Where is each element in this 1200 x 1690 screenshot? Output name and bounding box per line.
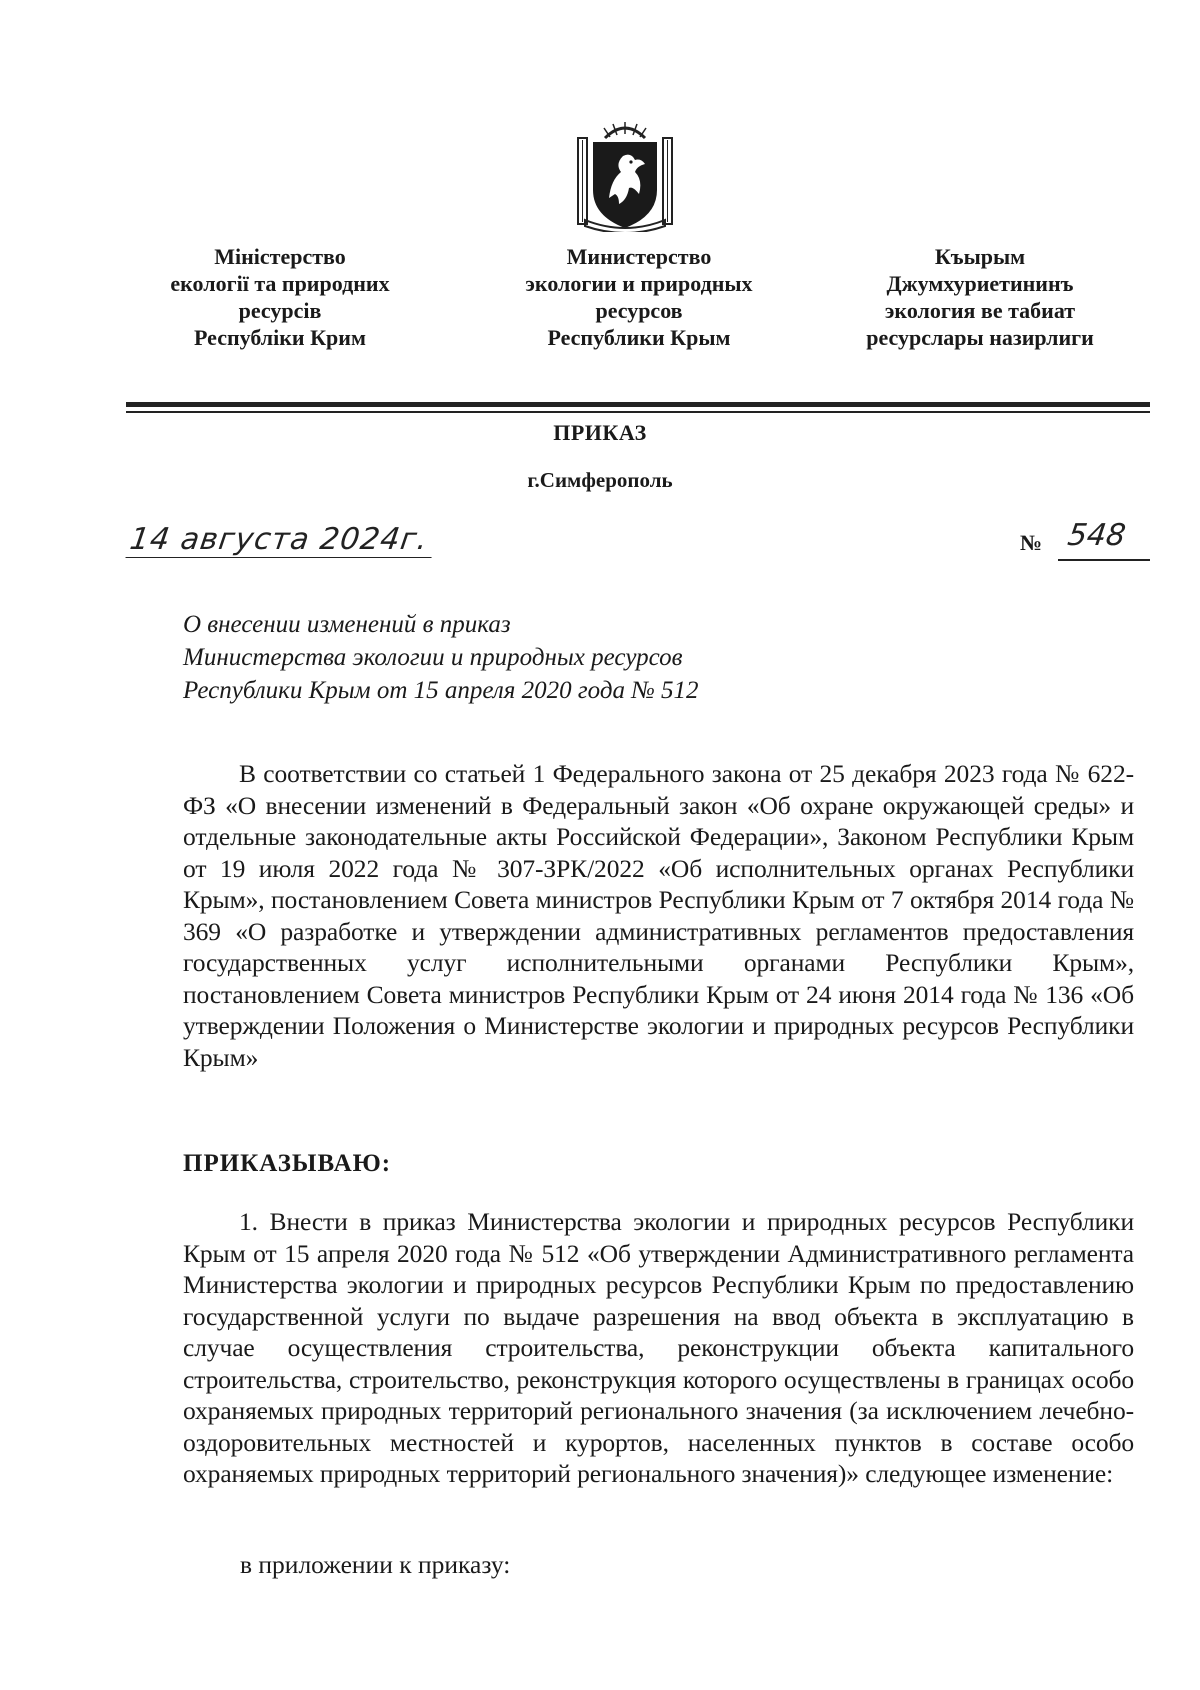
- number-label: №: [1020, 530, 1043, 555]
- header-line: ресурсів: [238, 298, 322, 323]
- number-underline: [1058, 559, 1150, 561]
- document-title: ПРИКАЗ: [553, 420, 647, 445]
- preamble-paragraph: В соответствии со статьей 1 Федерального закона от 25 декабря 2023 года № 622-ФЗ «О внесении изменений в Федеральный закон «Об охране окружающей среды» и отдельные законодательные акты Российской Федерации», Законом Республики Крым от 19 июля 2022 года № 307-ЗРК/2022 «Об исполнительных органах Республики Крым», постановлением Совета министров Республики Крым от 7 октября 2014 года № 369 «О разработке и утверждении административных регламентов предоставления государственных услуг исполнительными органами Республики Крым», постановлением Совета министров Республики Крым от 24 июня 2014 года № 136 «Об утверждении Положения о Министерстве экологии и природных ресурсов Республики Крым»: [183, 759, 1134, 1072]
- header-ukrainian: [130, 243, 430, 351]
- header-line: Джумхуриетининъ: [886, 271, 1074, 296]
- header-line: Республики Крым: [547, 325, 731, 350]
- handwritten-date: 14 августа 2024г.: [125, 522, 436, 558]
- orders-heading: ПРИКАЗЫВАЮ:: [183, 1150, 392, 1177]
- handwritten-number: 548: [1065, 518, 1128, 553]
- subject-line: Министерства экологии и природных ресурсов: [183, 644, 683, 671]
- crimea-coat-of-arms-icon: [575, 120, 675, 232]
- subject-line: Республики Крым от 15 апреля 2020 года № 512: [183, 677, 699, 704]
- header-line: экологии и природных: [525, 271, 753, 296]
- header-divider-thin: [126, 411, 1150, 413]
- header-line: Республіки Крим: [194, 325, 366, 350]
- header-line: экология ве табиат: [884, 298, 1076, 323]
- header-line: екології та природних: [170, 271, 390, 296]
- header-line: ресурслары назирлиги: [866, 325, 1094, 350]
- header-line: ресурсов: [595, 298, 683, 323]
- subject-line: О внесении изменений в приказ: [183, 611, 511, 638]
- header-crimean-tatar: [830, 243, 1130, 351]
- header-line: Министерство: [566, 244, 712, 269]
- header-russian: [489, 243, 789, 351]
- header-line: Міністерство: [214, 244, 346, 269]
- order-subject: [183, 608, 883, 707]
- item-1-paragraph: 1. Внести в приказ Министерства экологии и природных ресурсов Республики Крым от 15 апреля 2020 года № 512 «Об утверждении Административного регламента Министерства экологии и природных ресурсов Республики Крым по предоставлению государственной услуги по выдаче разрешения на ввод объекта в эксплуатацию в случае осуществления строительства, реконструкции объекта капитального строительства, строительство, реконструкция которого осуществлены в границах особо охраняемых природных территорий регионального значения (за исключением лечебно-оздоровительных местностей и курортов, населенных пунктов в составе особо охраняемых природных территорий регионального значения)» следующее изменение:: [183, 1207, 1134, 1488]
- header-divider-thick: [126, 402, 1150, 407]
- document-city: г.Симферополь: [527, 468, 673, 492]
- header-line: Къырым: [934, 244, 1026, 269]
- item-1-subparagraph: в приложении к приказу:: [240, 1550, 511, 1579]
